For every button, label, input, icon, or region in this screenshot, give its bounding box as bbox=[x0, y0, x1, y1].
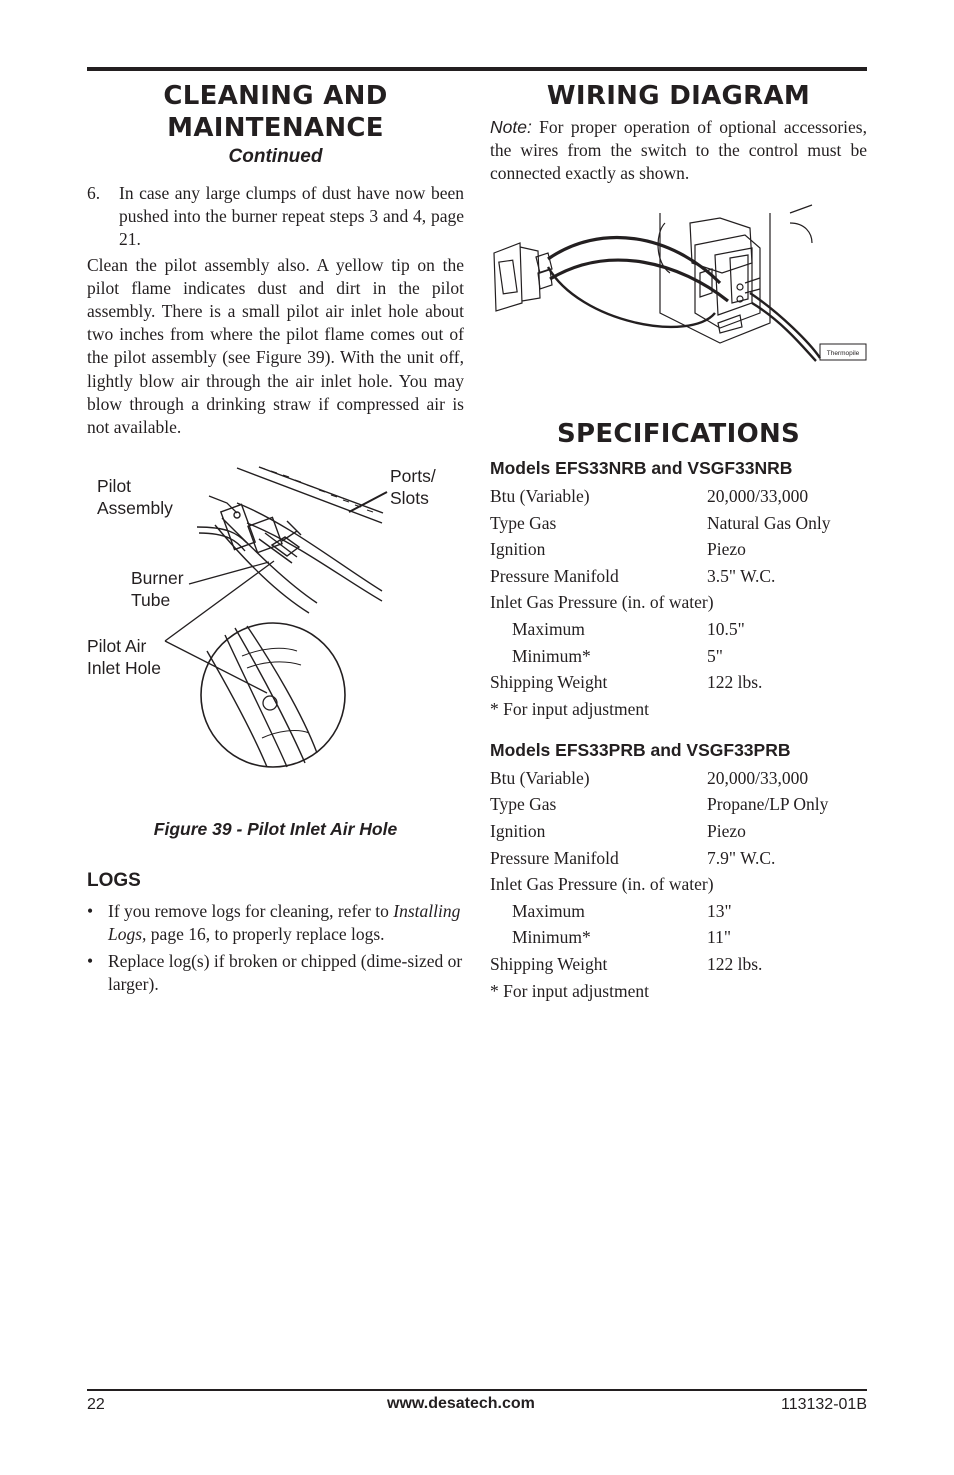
step-number: 6. bbox=[87, 183, 101, 203]
bullet-icon: • bbox=[87, 951, 94, 972]
spec-label: Inlet Gas Pressure (in. of water) bbox=[490, 592, 714, 613]
table-row bbox=[490, 871, 867, 898]
spec-value: Propane/LP Only bbox=[707, 794, 829, 815]
label-ports-line2: Slots bbox=[390, 488, 429, 509]
spec-label: Maximum bbox=[512, 900, 585, 921]
website-url: www.desatech.com bbox=[387, 1395, 535, 1412]
page-number: 22 bbox=[87, 1396, 105, 1413]
wiring-note bbox=[490, 116, 867, 185]
list-item bbox=[87, 900, 464, 946]
title-line-1: CLEANING AND bbox=[163, 81, 388, 111]
spec-label: Ignition bbox=[490, 820, 546, 841]
bullet-icon: • bbox=[87, 901, 94, 922]
label-ports-slots bbox=[390, 465, 436, 509]
step-text: In case any large clumps of dust have now been pushed into the burner repeat steps 3 and 4, page 21. bbox=[119, 183, 464, 250]
spec-label: Btu (Variable) bbox=[490, 767, 590, 788]
table-row bbox=[490, 589, 867, 616]
spec-value: 20,000/33,000 bbox=[707, 486, 809, 506]
logs-heading: LOGS bbox=[87, 870, 141, 892]
wiring-diagram bbox=[490, 203, 867, 378]
label-inlet-line2: Inlet Hole bbox=[87, 658, 161, 679]
spec-value: Natural Gas Only bbox=[707, 512, 831, 533]
label-pilot-line2: Assembly bbox=[97, 498, 173, 519]
table-row bbox=[490, 951, 867, 978]
table-row bbox=[490, 643, 867, 670]
bullet-text: If you remove logs for cleaning, refer to Installing Logs, page 16, to properly replace logs. bbox=[108, 901, 461, 945]
spec-label: Shipping Weight bbox=[490, 953, 608, 974]
bullet-text: Replace log(s) if broken or chipped (dime-sized or larger). bbox=[108, 951, 463, 995]
spec-label: Pressure Manifold bbox=[490, 565, 619, 586]
spec-label: Type Gas bbox=[490, 794, 557, 815]
table-row bbox=[490, 791, 867, 818]
spec-value: 122 lbs. bbox=[707, 672, 763, 693]
input-adjustment-footnote: * For input adjustment bbox=[490, 980, 649, 1001]
input-adjustment-footnote: * For input adjustment bbox=[490, 698, 649, 719]
note-label: Note: bbox=[490, 117, 532, 137]
spec-value: 5" bbox=[707, 645, 723, 666]
spec-label: Shipping Weight bbox=[490, 672, 608, 693]
section-title-specifications: SPECIFICATIONS bbox=[556, 419, 801, 449]
spec-value: 122 lbs. bbox=[707, 953, 763, 974]
table-row bbox=[490, 536, 867, 563]
table-row bbox=[490, 510, 867, 537]
spec-label: Maximum bbox=[512, 618, 585, 639]
spec-label: Inlet Gas Pressure (in. of water) bbox=[490, 874, 714, 895]
table-row bbox=[490, 765, 867, 792]
label-burner-line2: Tube bbox=[131, 590, 171, 611]
title-line-2: MAINTENANCE bbox=[167, 113, 384, 143]
table-row bbox=[490, 616, 867, 643]
model-heading-prb: Models EFS33PRB and VSGF33PRB bbox=[490, 739, 791, 760]
spec-label: Btu (Variable) bbox=[490, 486, 590, 506]
table-row bbox=[490, 563, 867, 590]
document-code: 113132-01B bbox=[781, 1396, 867, 1413]
section-title-wiring: WIRING DIAGRAM bbox=[546, 81, 811, 111]
label-burner-line1: Burner bbox=[131, 568, 184, 589]
label-burner-tube bbox=[131, 567, 184, 611]
table-row bbox=[490, 483, 867, 510]
section-title-cleaning bbox=[87, 80, 464, 144]
figure-39 bbox=[87, 463, 464, 813]
table-row bbox=[490, 818, 867, 845]
spec-label: Minimum* bbox=[512, 927, 591, 948]
spec-value: 20,000/33,000 bbox=[707, 767, 809, 788]
note-text: For proper operation of optional accessories, the wires from the switch to the control must be connected exactly as shown. bbox=[490, 117, 867, 183]
step-6 bbox=[87, 182, 464, 252]
spec-value: 11" bbox=[707, 927, 731, 948]
spec-label: Pressure Manifold bbox=[490, 847, 619, 868]
table-row bbox=[490, 924, 867, 951]
spec-label: Type Gas bbox=[490, 512, 557, 533]
spec-value: 7.9" W.C. bbox=[707, 847, 776, 868]
bottom-rule bbox=[87, 1389, 867, 1391]
spec-table-nrb bbox=[490, 483, 867, 696]
figure-caption: Figure 39 - Pilot Inlet Air Hole bbox=[153, 819, 398, 840]
top-rule bbox=[87, 67, 867, 71]
spec-table-prb bbox=[490, 765, 867, 978]
table-row bbox=[490, 845, 867, 872]
list-item bbox=[87, 950, 464, 996]
thermopile-label: Thermopile bbox=[826, 350, 860, 357]
label-pilot-air-inlet bbox=[87, 635, 161, 679]
spec-value: Piezo bbox=[707, 820, 746, 841]
spec-block-nrb bbox=[490, 458, 867, 722]
spec-value: Piezo bbox=[707, 539, 746, 560]
spec-label: Ignition bbox=[490, 539, 546, 560]
left-column bbox=[87, 80, 464, 1000]
model-heading-nrb: Models EFS33NRB and VSGF33NRB bbox=[490, 458, 793, 478]
table-row bbox=[490, 898, 867, 925]
pilot-cleaning-paragraph: Clean the pilot assembly also. A yellow tip on the pilot flame indicates dust and dirt in the pilot assembly. There is a small pilot air inlet hole about two inches from where the pilot flame comes out of the pilot assembly (see Figure 39). With the unit off, lightly blow air through the air inlet hole. You may blow through a drinking straw if compressed air is not available. bbox=[87, 254, 464, 438]
installing-logs-reference: Installing Logs, bbox=[108, 901, 461, 945]
label-ports-line1: Ports/ bbox=[390, 466, 436, 487]
label-inlet-line1: Pilot Air bbox=[87, 636, 147, 657]
wiring-illustration bbox=[490, 203, 867, 378]
spec-block-prb bbox=[490, 740, 867, 1004]
spec-value: 13" bbox=[707, 900, 732, 921]
label-pilot-assembly bbox=[97, 475, 173, 519]
right-column bbox=[490, 80, 867, 1004]
spec-value: 10.5" bbox=[707, 618, 745, 639]
continued-label: Continued bbox=[228, 146, 323, 167]
logs-bullet-list bbox=[87, 900, 464, 996]
spec-label: Minimum* bbox=[512, 645, 591, 666]
spec-value: 3.5" W.C. bbox=[707, 565, 776, 586]
table-row bbox=[490, 669, 867, 696]
label-pilot-line1: Pilot bbox=[97, 476, 132, 497]
